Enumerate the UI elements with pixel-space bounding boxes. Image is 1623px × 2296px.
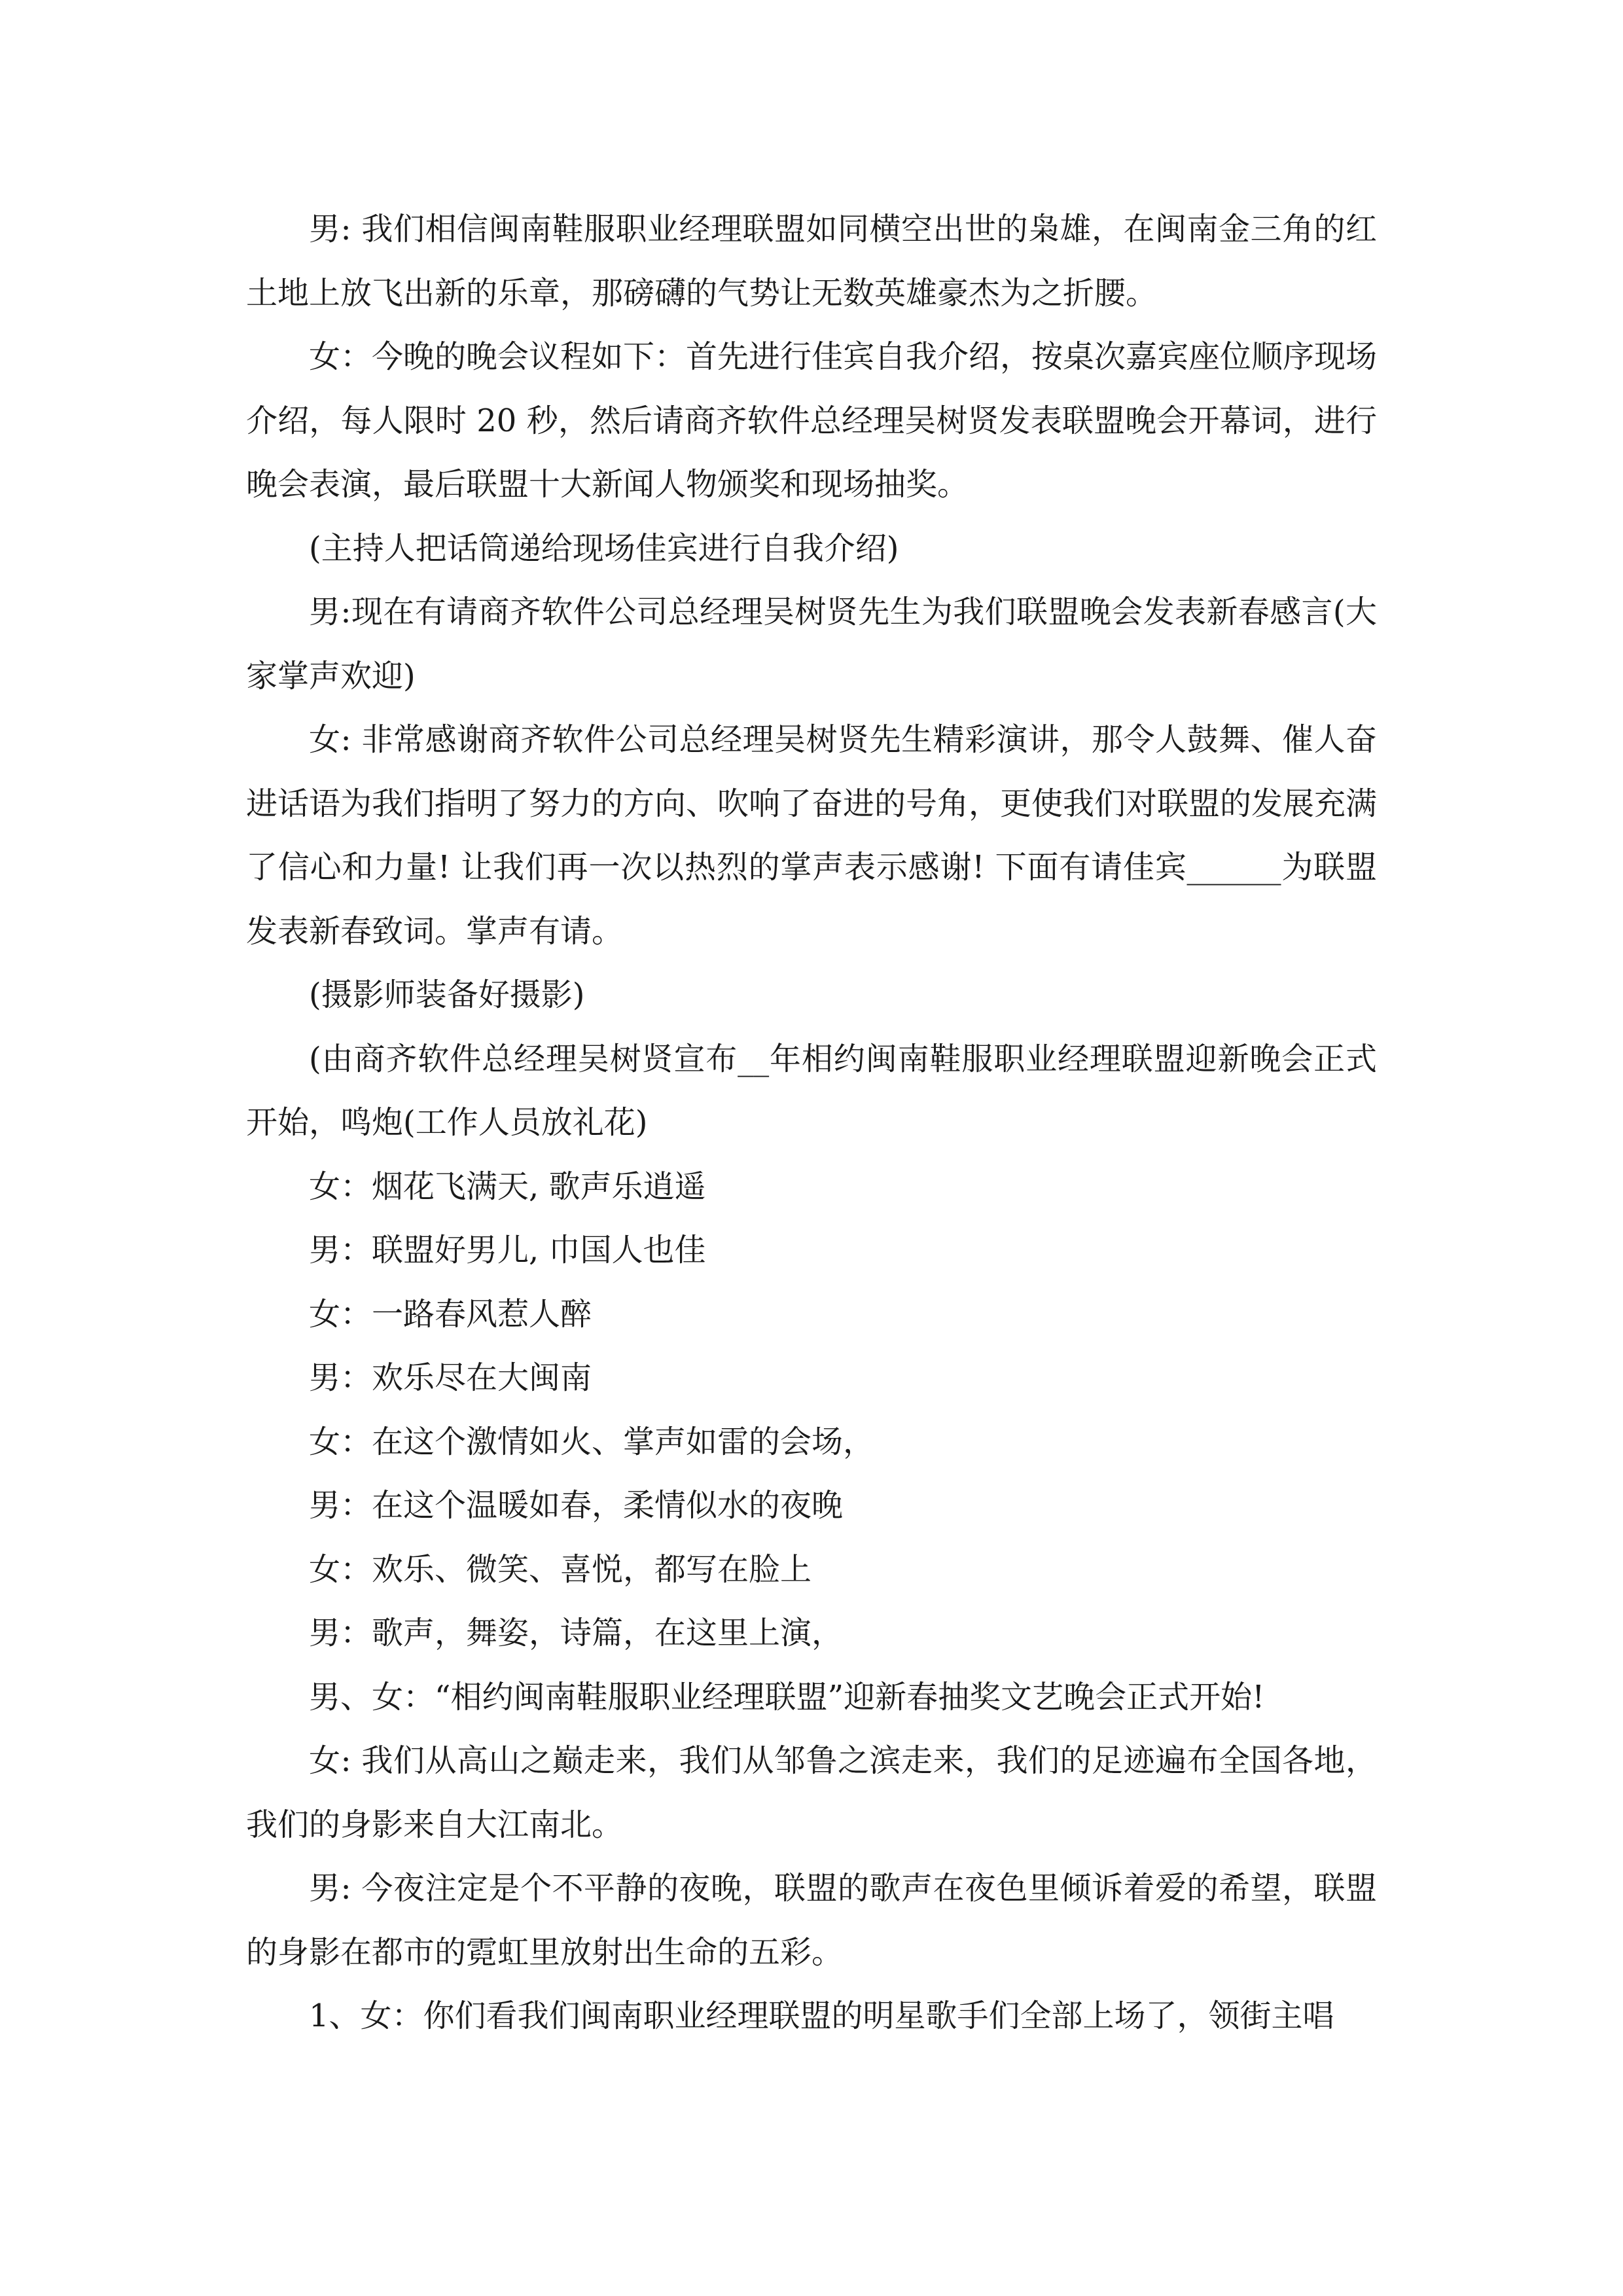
- paragraph-19: 1、女：你们看我们闽南职业经理联盟的明星歌手们全部上场了，领街主唱: [309, 1998, 1334, 2034]
- paragraph-3: (主持人把话筒递给现场佳宾进行自我介绍): [309, 529, 899, 567]
- paragraph-11: 男：欢乐尽在大闽南: [309, 1359, 592, 1396]
- document-body: [246, 198, 1377, 2049]
- paragraph-8: 女：烟花飞满天, 歌声乐逍遥: [309, 1168, 706, 1205]
- paragraph-15: 男：歌声，舞姿，诗篇，在这里上演，: [309, 1615, 844, 1651]
- paragraph-17: 女: 我们从高山之巅走来，我们从邹鲁之滨走来，我们的足迹遍布全国各地，我们的身影来自大江南北。: [246, 1742, 1377, 1843]
- paragraph-4: 男:现在有请商齐软件公司总经理吴树贤先生为我们联盟晚会发表新春感言(大家掌声欢迎): [246, 594, 1377, 694]
- paragraph-7: (由商齐软件总经理吴树贤宣布__年相约闽南鞋服职业经理联盟迎新晚会正式开始，鸣炮(工作人员放礼花): [246, 1040, 1377, 1141]
- paragraph-12: 女：在这个激情如火、掌声如雷的会场，: [309, 1423, 875, 1460]
- paragraph-18: 男: 今夜注定是个不平静的夜晚，联盟的歌声在夜色里倾诉着爱的希望，联盟的身影在都市的霓虹里放射出生命的五彩。: [246, 1870, 1377, 1971]
- paragraph-5: 女: 非常感谢商齐软件公司总经理吴树贤先生精彩演讲，那令人鼓舞、催人奋进话语为我们指明了努力的方向、吹响了奋进的号角，更使我们对联盟的发展充满了信心和力量! 让我们再一次以热烈的掌声表示感谢! 下面有请佳宾______为联盟发表新春致词。掌声有请。: [246, 721, 1378, 950]
- paragraph-14: 女：欢乐、微笑、喜悦，都写在脸上: [309, 1551, 812, 1588]
- paragraph-6: (摄影师装备好摄影): [309, 977, 585, 1013]
- paragraph-2: 女：今晚的晚会议程如下：首先进行佳宾自我介绍，按桌次嘉宾座位顺序现场介绍，每人限时 20 秒，然后请商齐软件总经理吴树贤发表联盟晚会开幕词，进行晚会表演，最后联盟十大新闻人物颁奖和现场抽奖。: [246, 338, 1378, 503]
- paragraph-9: 男：联盟好男儿, 巾国人也佳: [309, 1232, 706, 1268]
- paragraph-13: 男：在这个温暖如春，柔情似水的夜晚: [309, 1487, 844, 1524]
- paragraph-1: 男: 我们相信闽南鞋服职业经理联盟如同横空出世的枭雄，在闽南金三角的红土地上放飞出新的乐章，那磅礴的气势让无数英雄豪杰为之折腰。: [246, 211, 1377, 312]
- paragraph-10: 女：一路春风惹人醉: [309, 1295, 592, 1333]
- paragraph-16: 男、女：“相约闽南鞋服职业经理联盟”迎新春抽奖文艺晚会正式开始!: [309, 1678, 1265, 1715]
